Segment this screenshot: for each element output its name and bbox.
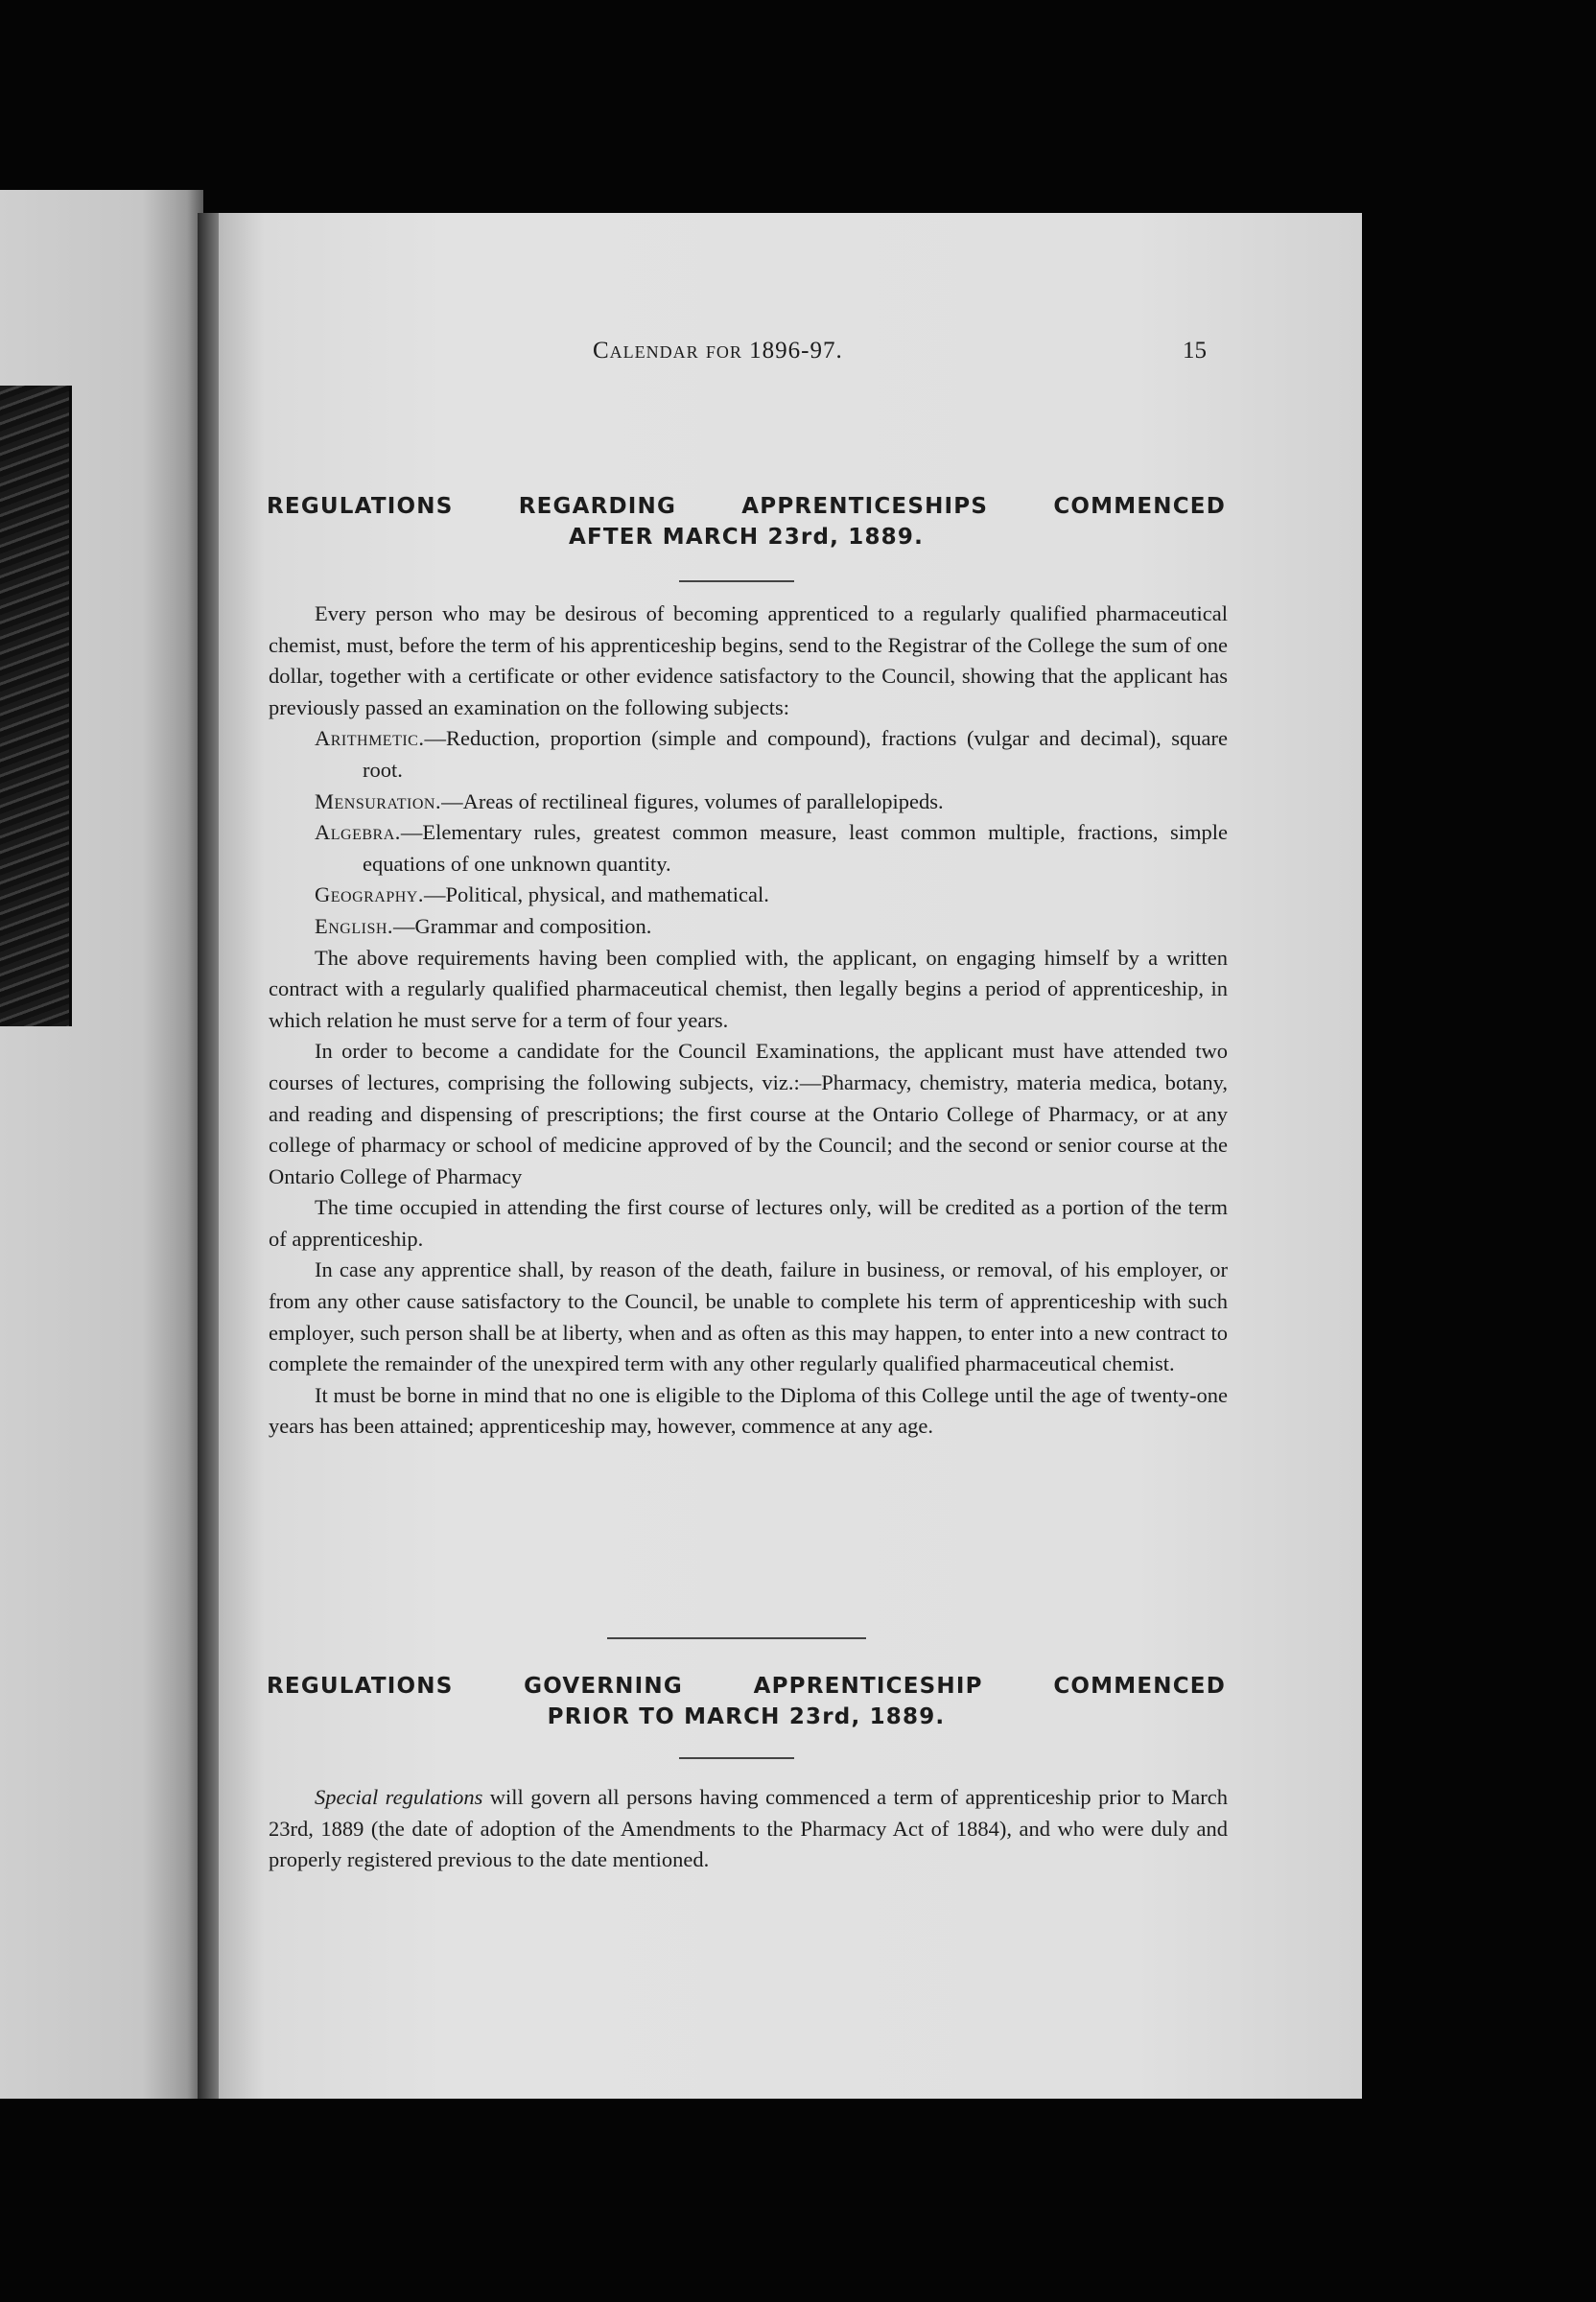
heading-line-2: PRIOR TO MARCH 23rd, 1889. <box>547 1704 946 1729</box>
paragraph-age-requirement: It must be borne in mind that no one is eligible to the Diploma of this College until the age of twenty-one years has been attained; apprenticeship may, however, commence at any age. <box>269 1382 1228 1439</box>
page-number: 15 <box>1183 338 1207 364</box>
paragraph-council-examinations: In order to become a candidate for the Council Examinations, the applicant must have attended two courses of lectures, comprising the following subjects, viz.:—Pharmacy, chemistry, materia medica, botany, and reading and dispensing of prescriptions; the first course at the Ontario College of Pharmacy, or at any college of pharmacy or school of medicine approved of by the Council; and the second or senior course at the Ontario College of Pharmacy <box>269 1039 1228 1188</box>
subject-english <box>315 911 1228 943</box>
subject-text: —Political, physical, and mathematical. <box>424 882 769 907</box>
heading-line-1: REGULATIONS REGARDING APPRENTICESHIPS COMMENCED <box>267 494 1226 519</box>
section-divider-rule <box>607 1637 866 1639</box>
special-regulations-emphasis: Special regulations <box>315 1785 483 1809</box>
section-heading-after-1889 <box>267 491 1226 552</box>
section-body-prior-1889 <box>269 1782 1228 1876</box>
subject-name: Geography. <box>315 882 424 907</box>
document-page <box>219 213 1362 2099</box>
special-regulations-text: will govern all persons having commenced a term of apprenticeship prior to March 23rd, 1889 (the date of adoption of the Amendments to the Pharmacy Act of 1884), and who were duly and properly registered previous to the date mentioned. <box>269 1785 1228 1872</box>
subject-geography <box>315 880 1228 911</box>
paragraph-requirements: The above requirements having been complied with, the applicant, on engaging himself by a written contract with a regularly qualified pharmaceutical chemist, then legally begins a period of apprenticeship, in which relation he must serve for a term of four years. <box>269 945 1228 1032</box>
heading-line-1: REGULATIONS GOVERNING APPRENTICESHIP COMMENCED <box>267 1674 1226 1699</box>
subject-text: —Elementary rules, greatest common measure, least common multiple, fractions, simple equations of one unknown quantity. <box>363 820 1228 876</box>
subject-algebra <box>315 817 1228 880</box>
page-header <box>593 338 1207 376</box>
subject-name: Algebra. <box>315 820 401 845</box>
subject-mensuration <box>315 787 1228 818</box>
section-heading-prior-1889 <box>267 1671 1226 1732</box>
subject-name: English. <box>315 913 394 938</box>
heading-rule <box>679 580 794 582</box>
intro-paragraph: Every person who may be desirous of becoming apprenticed to a regularly qualified pharmaceutical chemist, must, before the term of his apprenticeship begins, send to the Registrar of the College the sum of one dollar, together with a certificate or other evidence satisfactory to the Council, showing that the applicant has previously passed an examination on the following subjects: <box>269 601 1228 719</box>
paragraph-first-course-credit: The time occupied in attending the first course of lectures only, will be credited as a portion of the term of apprenticeship. <box>269 1195 1228 1251</box>
heading-rule <box>679 1757 794 1759</box>
subject-arithmetic <box>315 723 1228 786</box>
subject-name: Mensuration. <box>315 788 442 813</box>
running-title: Calendar for 1896-97. <box>593 338 843 364</box>
paragraph-employer-change: In case any apprentice shall, by reason of the death, failure in business, or removal, of his employer, or from any other cause satisfactory to the Council, be unable to complete his term of apprenticeship with such employer, such person shall be at liberty, when and as often as this may happen, to enter into a new contract to complete the remainder of the unexpired term with any other regularly qualified pharmaceutical chemist. <box>269 1257 1228 1376</box>
subject-name: Arithmetic. <box>315 726 425 751</box>
subject-text: —Areas of rectilineal figures, volumes of parallelopipeds. <box>441 788 944 813</box>
subject-text: —Reduction, proportion (simple and compound), fractions (vulgar and decimal), square root. <box>363 726 1228 782</box>
heading-line-2: AFTER MARCH 23rd, 1889. <box>568 525 925 550</box>
special-regulations-paragraph <box>269 1782 1228 1876</box>
subject-text: —Grammar and composition. <box>393 913 652 938</box>
facing-page-photograph <box>0 386 72 1026</box>
section-body-after-1889 <box>269 599 1228 1443</box>
